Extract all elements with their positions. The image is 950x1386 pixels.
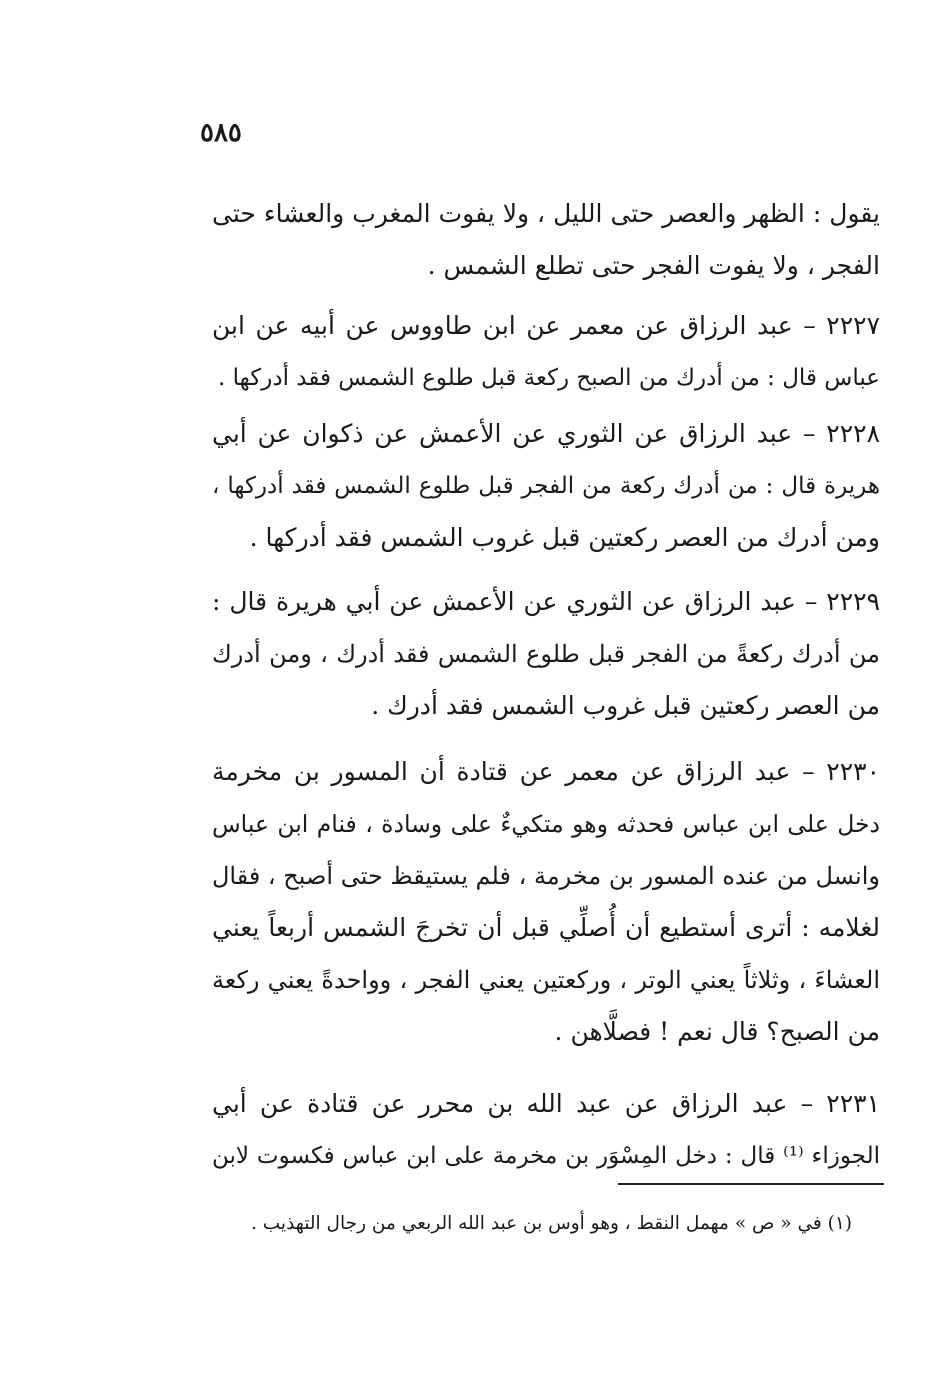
text-line: ٢٢٢٩ – عبد الرزاق عن الثوري عن الأعمش عن أبي هريرة قال : <box>212 587 880 616</box>
footnote: (١) في « ص » مهمل النقط ، وهو أوس بن عبد الله الربعي من رجال التهذيب . <box>251 1213 852 1234</box>
text-line: لغلامه : أترى أستطيع أن أُصلِّي قبل أن تخرجَ الشمس أربعاً يعني <box>212 913 880 942</box>
hadith-2227 <box>212 300 880 404</box>
hadith-2229 <box>212 576 880 732</box>
paragraph <box>212 188 880 292</box>
text-line: ٢٢٣١ – عبد الرزاق عن عبد الله بن محرر عن قتادة عن أبي <box>212 1089 880 1118</box>
text-line: من الصبح؟ قال نعم ! فصلَّاهن . <box>554 1017 880 1046</box>
text-line: من العصر ركعتين قبل غروب الشمس فقد أدرك . <box>371 691 880 720</box>
text-line: وانسل من عنده المسور بن مخرمة ، فلم يستيقظ حتى أصبح ، فقال <box>212 862 880 890</box>
text-line: ومن أدرك من العصر ركعتين قبل غروب الشمس فقد أدركها . <box>249 523 880 552</box>
hadith-2228 <box>212 408 880 564</box>
hadith-2230 <box>212 746 880 1058</box>
text-line: دخل على ابن عباس فحدثه وهو متكيءٌ على وسادة ، فنام ابن عباس <box>212 810 880 838</box>
text-line: العشاءَ ، وثلاثاً يعني الوتر ، وركعتين يعني الفجر ، وواحدةً يعني ركعة <box>212 966 880 994</box>
text-line: عباس قال : من أدرك من الصبح ركعة قبل طلوع الشمس فقد أدركها . <box>218 365 880 391</box>
text-line: يقول : الظهر والعصر حتى الليل ، ولا يفوت المغرب والعشاء حتى <box>212 199 880 228</box>
text-line: ٢٢٢٧ – عبد الرزاق عن معمر عن ابن طاووس عن أبيه عن ابن <box>212 311 880 340</box>
text-line: من أدرك ركعةً من الفجر قبل طلوع الشمس فقد أدرك ، ومن أدرك <box>212 640 880 668</box>
text-line: ٢٢٣٠ – عبد الرزاق عن معمر عن قتادة أن المسور بن مخرمة <box>212 757 880 786</box>
text-line: ٢٢٢٨ – عبد الرزاق عن الثوري عن الأعمش عن ذكوان عن أبي <box>212 419 880 448</box>
page-number: ٥٨٥ <box>200 118 242 148</box>
text-line: الجوزاء ⁽¹⁾ قال : دخل المِسْوَر بن مخرمة على ابن عباس فكسوت لابن <box>212 1143 880 1169</box>
text-line: هريرة قال : من أدرك ركعة من الفجر قبل طلوع الشمس فقد أدركها ، <box>212 473 880 499</box>
hadith-2231 <box>212 1078 880 1182</box>
footnote-separator <box>618 1183 884 1185</box>
text-line: الفجر ، ولا يفوت الفجر حتى تطلع الشمس . <box>427 251 880 280</box>
